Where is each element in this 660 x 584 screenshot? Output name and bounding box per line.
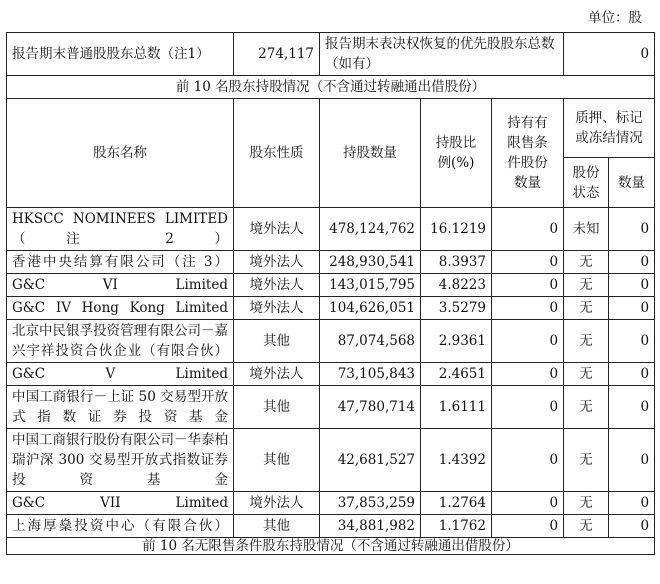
holding-ratio: 2.9361 [421, 320, 492, 363]
header-ratio: 持股比例(%) [421, 99, 492, 208]
table-row [7, 363, 655, 386]
holding-ratio: 3.5279 [421, 297, 492, 320]
header-nature: 股东性质 [234, 99, 320, 208]
shares-held: 37,853,259 [320, 492, 421, 515]
shareholder-nature: 其他 [234, 386, 320, 429]
shareholder-nature: 境外法人 [234, 251, 320, 274]
table-row [7, 515, 655, 538]
pledged-quantity: 0 [609, 274, 655, 297]
table-row [7, 208, 655, 251]
pledged-quantity: 0 [609, 429, 655, 492]
shareholder-name: 北京中民银孚投资管理有限公司－嘉兴宇祥投资合伙企业（有限合伙） [7, 320, 234, 363]
shares-held: 104,626,051 [320, 297, 421, 320]
shareholder-name: 香港中央结算有限公司（注 3） [7, 251, 234, 274]
shareholders-table [6, 32, 655, 555]
shareholder-name: 中国工商银行－上证 50 交易型开放式指数证券投资基金 [7, 386, 234, 429]
header-name: 股东名称 [7, 99, 234, 208]
section-title: 前 10 名股东持股情况（不含通过转融通出借股份） [7, 76, 655, 99]
table-row [7, 492, 655, 515]
section-title-row [7, 76, 655, 99]
shareholder-name: 中国工商银行股份有限公司－华泰柏瑞沪深 300 交易型开放式指数证券投资基金 [7, 429, 234, 492]
restricted-shares: 0 [492, 363, 564, 386]
pledged-quantity: 0 [609, 492, 655, 515]
table-row [7, 386, 655, 429]
shares-held: 73,105,843 [320, 363, 421, 386]
shares-held: 42,681,527 [320, 429, 421, 492]
shares-held: 248,930,541 [320, 251, 421, 274]
holding-ratio: 1.1762 [421, 515, 492, 538]
restricted-shares: 0 [492, 515, 564, 538]
shares-held: 478,124,762 [320, 208, 421, 251]
pledged-quantity: 0 [609, 386, 655, 429]
share-status: 无 [564, 251, 609, 274]
header-row-1 [7, 99, 655, 158]
shares-held: 143,015,795 [320, 274, 421, 297]
restricted-shares: 0 [492, 208, 564, 251]
table-row [7, 274, 655, 297]
share-status: 无 [564, 429, 609, 492]
table-row [7, 429, 655, 492]
holding-ratio: 16.1219 [421, 208, 492, 251]
share-status: 未知 [564, 208, 609, 251]
share-status: 无 [564, 515, 609, 538]
shareholder-nature: 境外法人 [234, 274, 320, 297]
table-row [7, 297, 655, 320]
restricted-shares: 0 [492, 274, 564, 297]
common-holders-value: 274,117 [234, 33, 320, 76]
preferred-holders-value: 0 [564, 33, 655, 76]
table-row [7, 251, 655, 274]
holding-ratio: 8.3937 [421, 251, 492, 274]
preferred-holders-label: 报告期末表决权恢复的优先股股东总数（如有） [320, 33, 564, 76]
shareholder-nature: 境外法人 [234, 208, 320, 251]
shares-held: 87,074,568 [320, 320, 421, 363]
pledged-quantity: 0 [609, 208, 655, 251]
header-pledge: 质押、标记或冻结情况 [564, 99, 655, 158]
share-status: 无 [564, 297, 609, 320]
holding-ratio: 1.2764 [421, 492, 492, 515]
shares-held: 34,881,982 [320, 515, 421, 538]
next-section-row [7, 538, 655, 555]
restricted-shares: 0 [492, 320, 564, 363]
header-qty: 数量 [609, 158, 655, 208]
share-status: 无 [564, 492, 609, 515]
shareholder-nature: 其他 [234, 320, 320, 363]
holding-ratio: 1.4392 [421, 429, 492, 492]
common-holders-label: 报告期末普通股股东总数（注1） [7, 33, 234, 76]
header-shares: 持股数量 [320, 99, 421, 208]
shareholder-name: G&C V Limited [7, 363, 234, 386]
shareholder-nature: 境外法人 [234, 297, 320, 320]
restricted-shares: 0 [492, 429, 564, 492]
shareholder-name: 上海厚燊投资中心（有限合伙） [7, 515, 234, 538]
table-row [7, 320, 655, 363]
next-section-title: 前 10 名无限售条件股东持股情况（不含通过转融通出借股份） [7, 538, 655, 555]
pledged-quantity: 0 [609, 251, 655, 274]
pledged-quantity: 0 [609, 320, 655, 363]
restricted-shares: 0 [492, 492, 564, 515]
shareholder-nature: 其他 [234, 429, 320, 492]
share-status: 无 [564, 363, 609, 386]
holding-ratio: 1.6111 [421, 386, 492, 429]
shareholder-nature: 其他 [234, 515, 320, 538]
shareholder-name: HKSCC NOMINEES LIMITED（注 2） [7, 208, 234, 251]
restricted-shares: 0 [492, 251, 564, 274]
header-restricted: 持有有限售条件股份数量 [492, 99, 564, 208]
share-status: 无 [564, 386, 609, 429]
share-status: 无 [564, 320, 609, 363]
share-status: 无 [564, 274, 609, 297]
holding-ratio: 4.8223 [421, 274, 492, 297]
shareholder-name: G&C IV Hong Kong Limited [7, 297, 234, 320]
shares-held: 47,780,714 [320, 386, 421, 429]
shareholder-name: G&C VI Limited [7, 274, 234, 297]
pledged-quantity: 0 [609, 297, 655, 320]
unit-label: 单位：股 [588, 10, 642, 26]
holding-ratio: 2.4651 [421, 363, 492, 386]
shareholder-nature: 境外法人 [234, 492, 320, 515]
header-status: 股份状态 [564, 158, 609, 208]
shareholder-nature: 境外法人 [234, 363, 320, 386]
restricted-shares: 0 [492, 386, 564, 429]
restricted-shares: 0 [492, 297, 564, 320]
pledged-quantity: 0 [609, 363, 655, 386]
summary-row [7, 33, 655, 76]
pledged-quantity: 0 [609, 515, 655, 538]
shareholder-name: G&C VII Limited [7, 492, 234, 515]
